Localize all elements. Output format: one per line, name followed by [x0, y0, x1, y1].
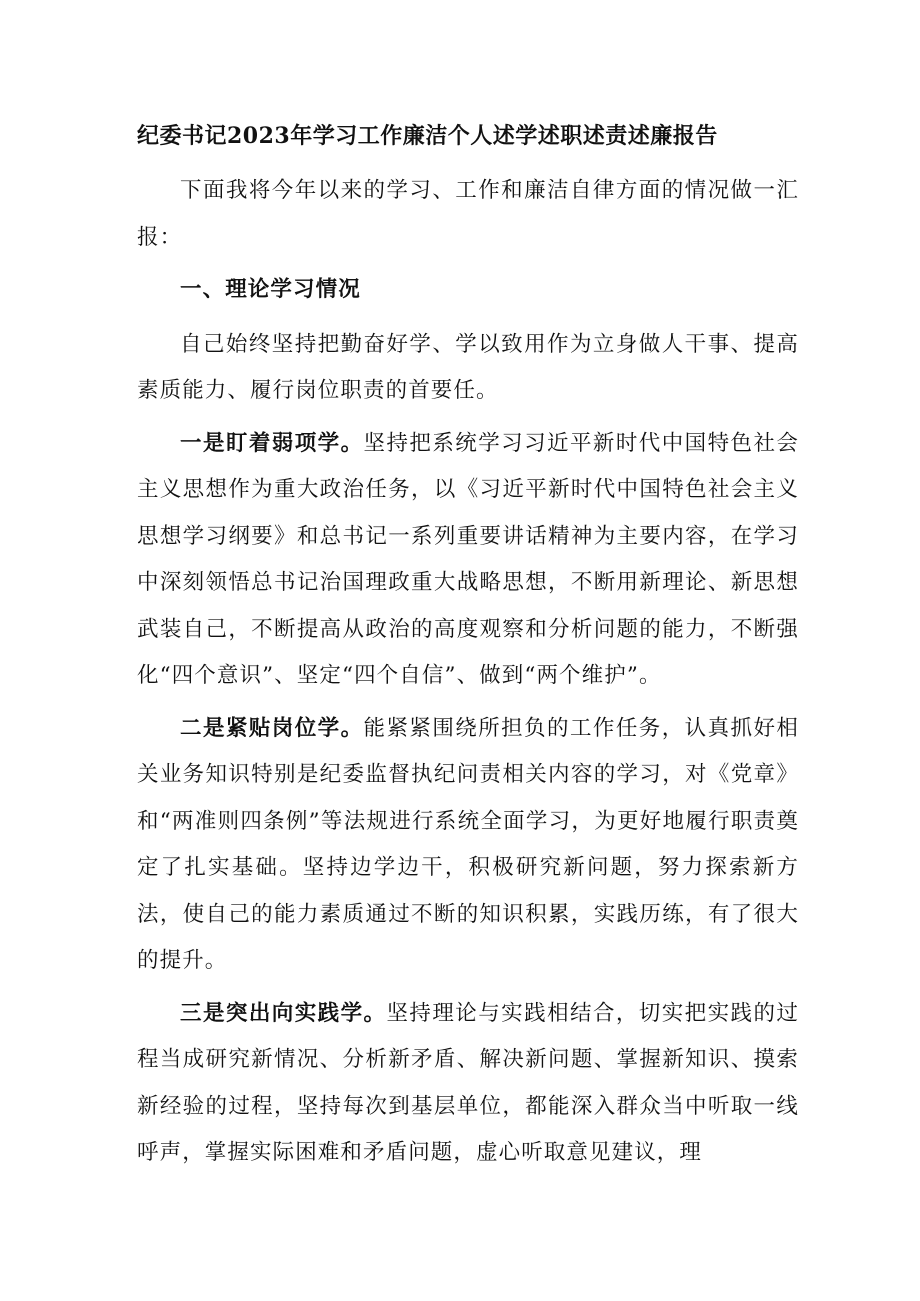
paragraph-text: 能紧紧围绕所担负的工作任务，认真抓好相关业务知识特别是纪委监督执纪问责相关内容的学习，对《党章》和“两准则四条例”等法规进行系统全面学习，为更好地履行职责奠定了扎实基础。坚持边学边干，积极研究新问题，努力探索新方法，使自己的能力素质通过不断的知识积累，实践历练，有了很大的提升。: [137, 715, 799, 973]
paragraph-text: 下面我将今年以来的学习、工作和廉洁自律方面的情况做一汇报：: [137, 178, 799, 250]
document-title: 纪委书记2023年学习工作廉洁个人述学述职述责述廉报告: [137, 123, 718, 149]
paragraph-lead: 二是紧贴岗位学。: [180, 715, 364, 741]
section-heading-text: 一、理论学习情况: [180, 277, 361, 302]
paragraph-lead: 三是突出向实践学。: [180, 1000, 387, 1026]
document-body: [137, 168, 799, 1177]
section-heading: [137, 267, 799, 314]
paragraph-text: 坚持把系统学习习近平新时代中国特色社会主义思想作为重大政治任务，以《习近平新时代中国特色社会主义思想学习纲要》和总书记一系列重要讲话精神为主要内容，在学习中深刻领悟总书记治国理政重大战略思想，不断用新理论、新思想武装自己，不断提高从政治的高度观察和分析问题的能力，不断强化“四个意识”、坚定“四个自信”、做到“两个维护”。: [137, 430, 799, 688]
paragraph-text: 自己始终坚持把勤奋好学、学以致用作为立身做人干事、提高素质能力、履行岗位职责的首要任。: [137, 331, 799, 403]
paragraph-theory-summary: [137, 322, 799, 415]
paragraph-practice-study: [137, 991, 799, 1177]
paragraph-text: 坚持理论与实践相结合，切实把实践的过程当成研究新情况、分析新矛盾、解决新问题、掌握新知识、摸索新经验的过程，坚持每次到基层单位，都能深入群众当中听取一线呼声，掌握实际困难和矛盾问题，虚心听取意见建议，理: [137, 1000, 799, 1165]
paragraph-lead: 一是盯着弱项学。: [180, 430, 364, 456]
paragraph-weakness-study: [137, 421, 799, 700]
paragraph-intro: [137, 168, 799, 261]
paragraph-position-study: [137, 706, 799, 985]
